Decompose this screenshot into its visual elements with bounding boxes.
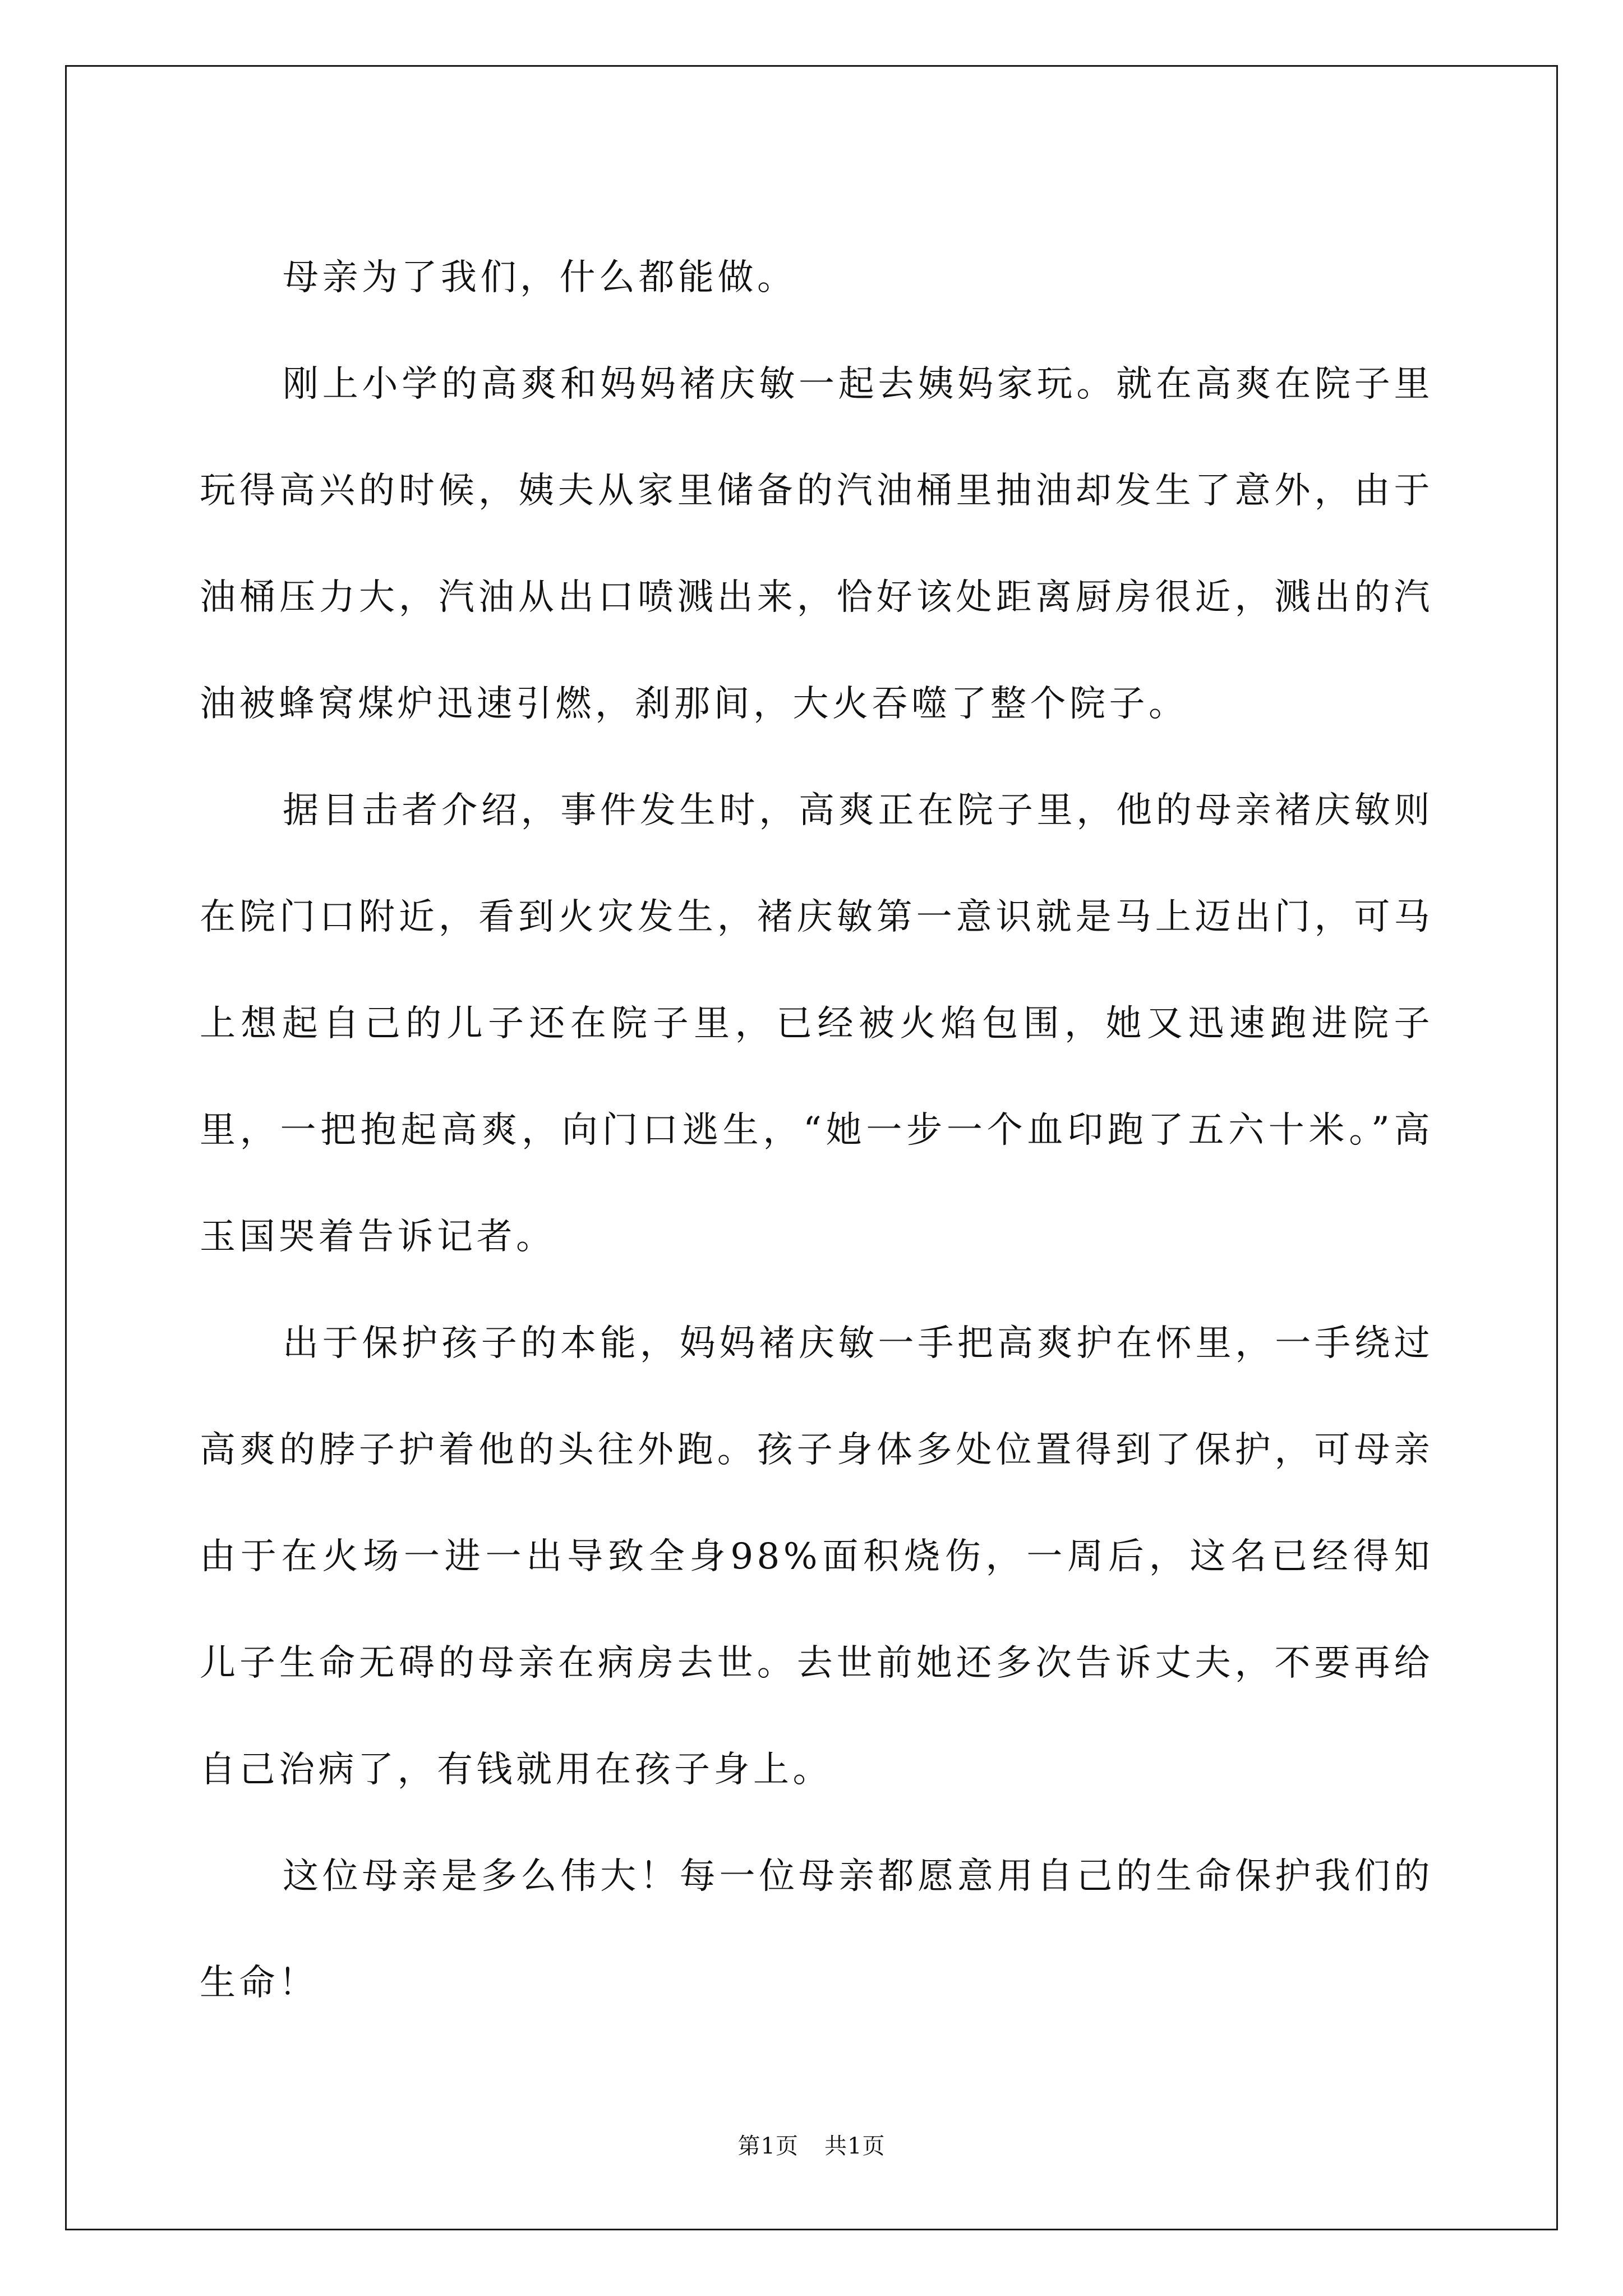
page-total: 共1页 [824,2133,886,2159]
paragraph-1: 母亲为了我们，什么都能做。 [283,257,797,298]
page-footer [0,2133,1623,2160]
document-body [200,224,1433,2036]
page-number: 第1页 [737,2133,799,2159]
paragraph-2: 刚上小学的高爽和妈妈褚庆敏一起去姨妈家玩。就在高爽在院子里玩得高兴的时候，姨夫从家里储备的汽油桶里抽油却发生了意外，由于油桶压力大，汽油从出口喷溅出来，恰好该处距离厨房很近，溅出的汽油被蜂窝煤炉迅速引燃，刹那间，大火吞噬了整个院子。 [200,364,1433,725]
paragraph-4: 出于保护孩子的本能，妈妈褚庆敏一手把高爽护在怀里，一手绕过高爽的脖子护着他的头往外跑。孩子身体多处位置得到了保护，可母亲由于在火场一进一出导致全身98%面积烧伤，一周后，这名已经得知儿子生命无碍的母亲在病房去世。去世前她还多次告诉丈夫，不要再给自己治病了，有钱就用在孩子身上。 [200,1323,1433,1791]
paragraph-3: 据目击者介绍，事件发生时，高爽正在院子里，他的母亲褚庆敏则在院门口附近，看到火灾发生，褚庆敏第一意识就是马上迈出门，可马上想起自己的儿子还在院子里，已经被火焰包围，她又迅速跑进院子里，一把抱起高爽，向门口逃生，“她一步一个血印跑了五六十米。”高玉国哭着告诉记者。 [200,790,1433,1258]
paragraph-5: 这位母亲是多么伟大！每一位母亲都愿意用自己的生命保护我们的生命！ [200,1856,1433,2004]
